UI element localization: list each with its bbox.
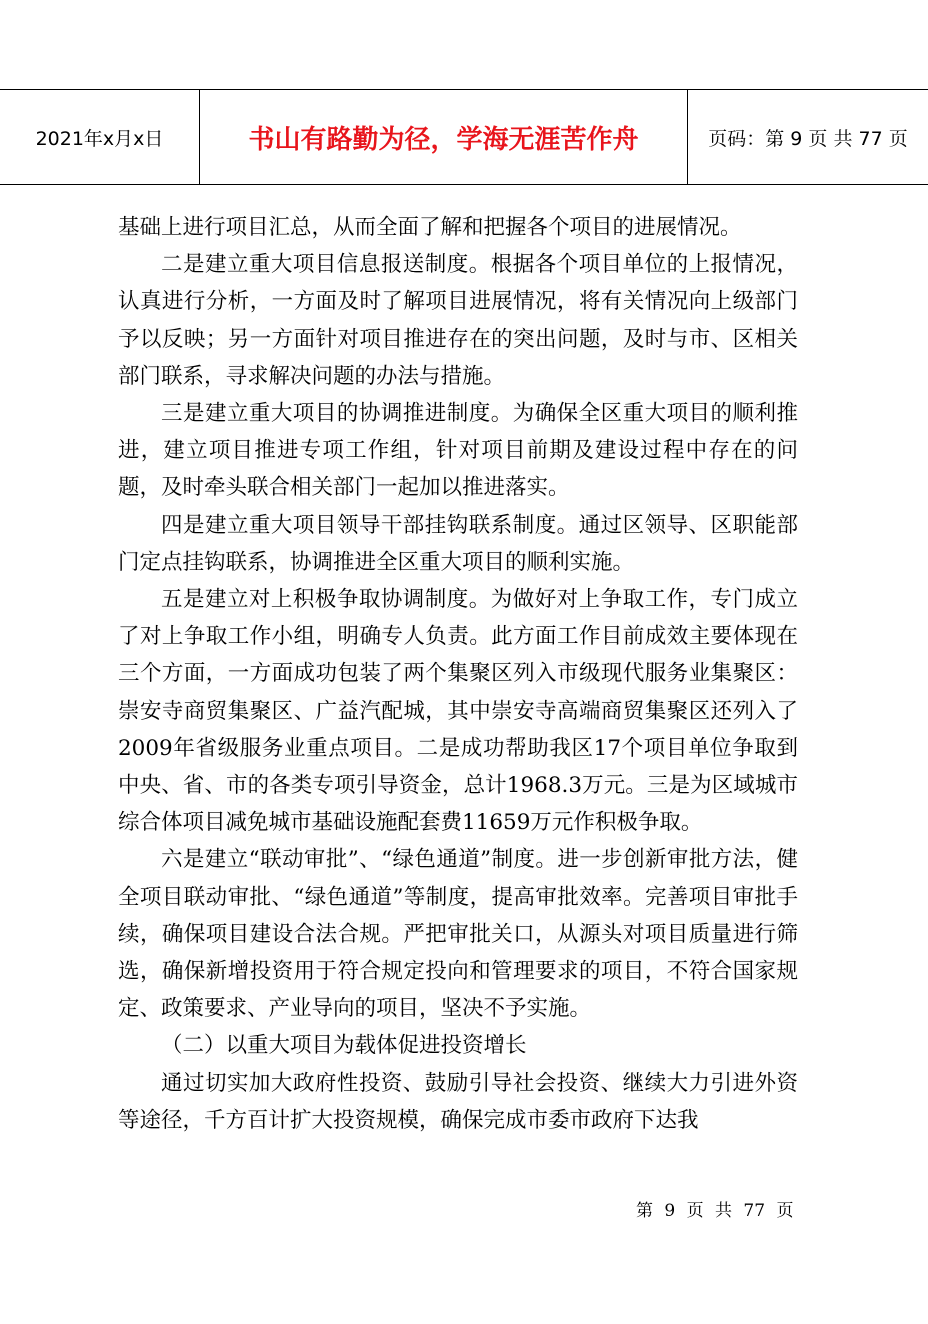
paragraph: 基础上进行项目汇总，从而全面了解和把握各个项目的进展情况。: [118, 215, 742, 240]
paragraph: 五是建立对上积极争取协调制度。为做好对上争取工作，专门成立了对上争取工作小组，明确专人负责。此方面工作目前成效主要体现在三个方面，一方面成功包装了两个集聚区列入市级现代服务业集聚区：崇安寺商贸集聚区、广益汽配城，其中崇安寺高端商贸集聚区还列入了2009年省级服务业重点项目。二是成功帮助我区17个项目单位争取到中央、省、市的各类专项引导资金，总计1968.3万元。三是为区域城市综合体项目减免城市基础设施配套费11659万元作积极争取。: [118, 587, 798, 836]
paragraph: 六是建立“联动审批”、“绿色通道”制度。进一步创新审批方法，健全项目联动审批、“绿色通道”等制度，提高审批效率。完善项目审批手续，确保项目建设合法合规。严把审批关口，从源头对项目质量进行筛选，确保新增投资用于符合规定投向和管理要求的项目，不符合国家规定、政策要求、产业导向的项目，坚决不予实施。: [118, 847, 798, 1022]
header-date: 2021年x月x日: [0, 90, 200, 184]
page-footer: 第 9 页 共 77 页: [636, 1201, 794, 1221]
header-page-info: 页码：第 9 页 共 77 页: [708, 127, 908, 150]
paragraph: 通过切实加大政府性投资、鼓励引导社会投资、继续大力引进外资等途径，千方百计扩大投资规模，确保完成市委市政府下达我: [118, 1070, 798, 1133]
paragraph: 四是建立重大项目领导干部挂钩联系制度。通过区领导、区职能部门定点挂钩联系，协调推进全区重大项目的顺利实施。: [118, 512, 798, 575]
paragraph: 三是建立重大项目的协调推进制度。为确保全区重大项目的顺利推进，建立项目推进专项工作组，针对项目前期及建设过程中存在的问题，及时牵头联合相关部门一起加以推进落实。: [118, 401, 798, 501]
page-header: [0, 89, 928, 185]
header-motto: 书山有路勤为径，学海无涯苦作舟: [200, 90, 688, 184]
document-body: [118, 209, 798, 1139]
section-heading: （二）以重大项目为载体促进投资增长: [161, 1033, 527, 1059]
paragraph: 二是建立重大项目信息报送制度。根据各个项目单位的上报情况，认真进行分析，一方面及时了解项目进展情况，将有关情况向上级部门予以反映；另一方面针对项目推进存在的突出问题，及时与市、区相关部门联系，寻求解决问题的办法与措施。: [118, 252, 798, 389]
